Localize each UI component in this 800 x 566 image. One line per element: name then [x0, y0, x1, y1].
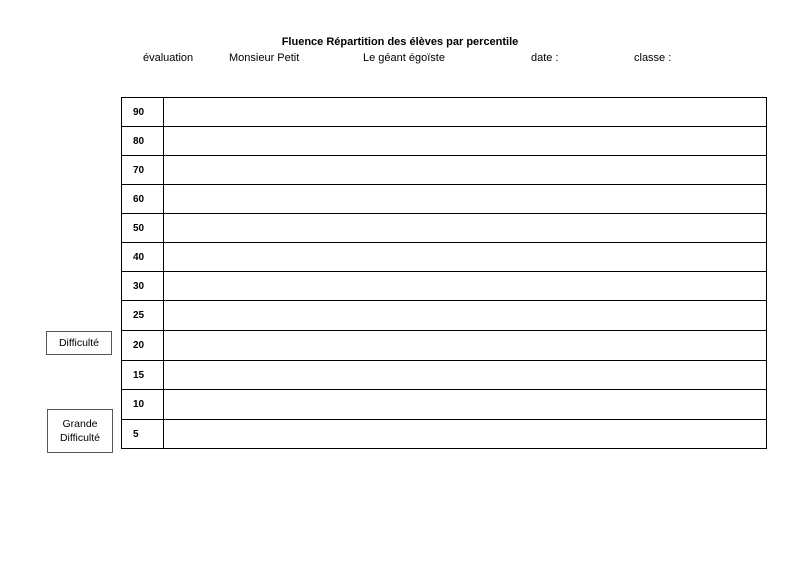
page-title: Fluence Répartition des élèves par percentile	[281, 36, 519, 48]
entry-cell[interactable]	[164, 420, 767, 449]
table-row	[122, 390, 767, 420]
entry-cell[interactable]	[164, 361, 767, 390]
date-label: date :	[531, 52, 559, 64]
entry-cell[interactable]	[164, 185, 767, 214]
percentile-label: 25	[122, 301, 164, 331]
percentile-label: 5	[122, 420, 164, 449]
table-row	[122, 301, 767, 331]
entry-cell[interactable]	[164, 331, 767, 361]
teacher-name: Monsieur Petit	[229, 52, 300, 64]
class-label: classe :	[634, 52, 672, 64]
severe-text-line2: Difficulté	[59, 432, 101, 444]
percentile-label: 90	[122, 98, 164, 127]
entry-cell[interactable]	[164, 98, 767, 127]
text-title: Le géant égoïste	[363, 52, 445, 64]
evaluation-label: évaluation	[143, 52, 194, 64]
percentile-table	[121, 97, 767, 449]
table-row	[122, 214, 767, 243]
table-row	[122, 156, 767, 185]
entry-cell[interactable]	[164, 272, 767, 301]
entry-cell[interactable]	[164, 127, 767, 156]
percentile-label: 50	[122, 214, 164, 243]
table-row	[122, 331, 767, 361]
difficulty-zone-label	[46, 331, 112, 355]
severe-difficulty-zone-label	[47, 409, 113, 453]
difficulty-text: Difficulté	[58, 337, 100, 349]
percentile-label: 80	[122, 127, 164, 156]
table-row	[122, 98, 767, 127]
entry-cell[interactable]	[164, 214, 767, 243]
percentile-label: 10	[122, 390, 164, 420]
percentile-label: 20	[122, 331, 164, 361]
entry-cell[interactable]	[164, 243, 767, 272]
severe-text-line1: Grande	[62, 418, 98, 430]
percentile-label: 30	[122, 272, 164, 301]
entry-cell[interactable]	[164, 390, 767, 420]
table-row	[122, 127, 767, 156]
percentile-label: 70	[122, 156, 164, 185]
table-row	[122, 272, 767, 301]
entry-cell[interactable]	[164, 156, 767, 185]
table-row	[122, 420, 767, 449]
percentile-label: 60	[122, 185, 164, 214]
percentile-label: 40	[122, 243, 164, 272]
table-row	[122, 361, 767, 390]
percentile-label: 15	[122, 361, 164, 390]
table-row	[122, 185, 767, 214]
entry-cell[interactable]	[164, 301, 767, 331]
table-row	[122, 243, 767, 272]
